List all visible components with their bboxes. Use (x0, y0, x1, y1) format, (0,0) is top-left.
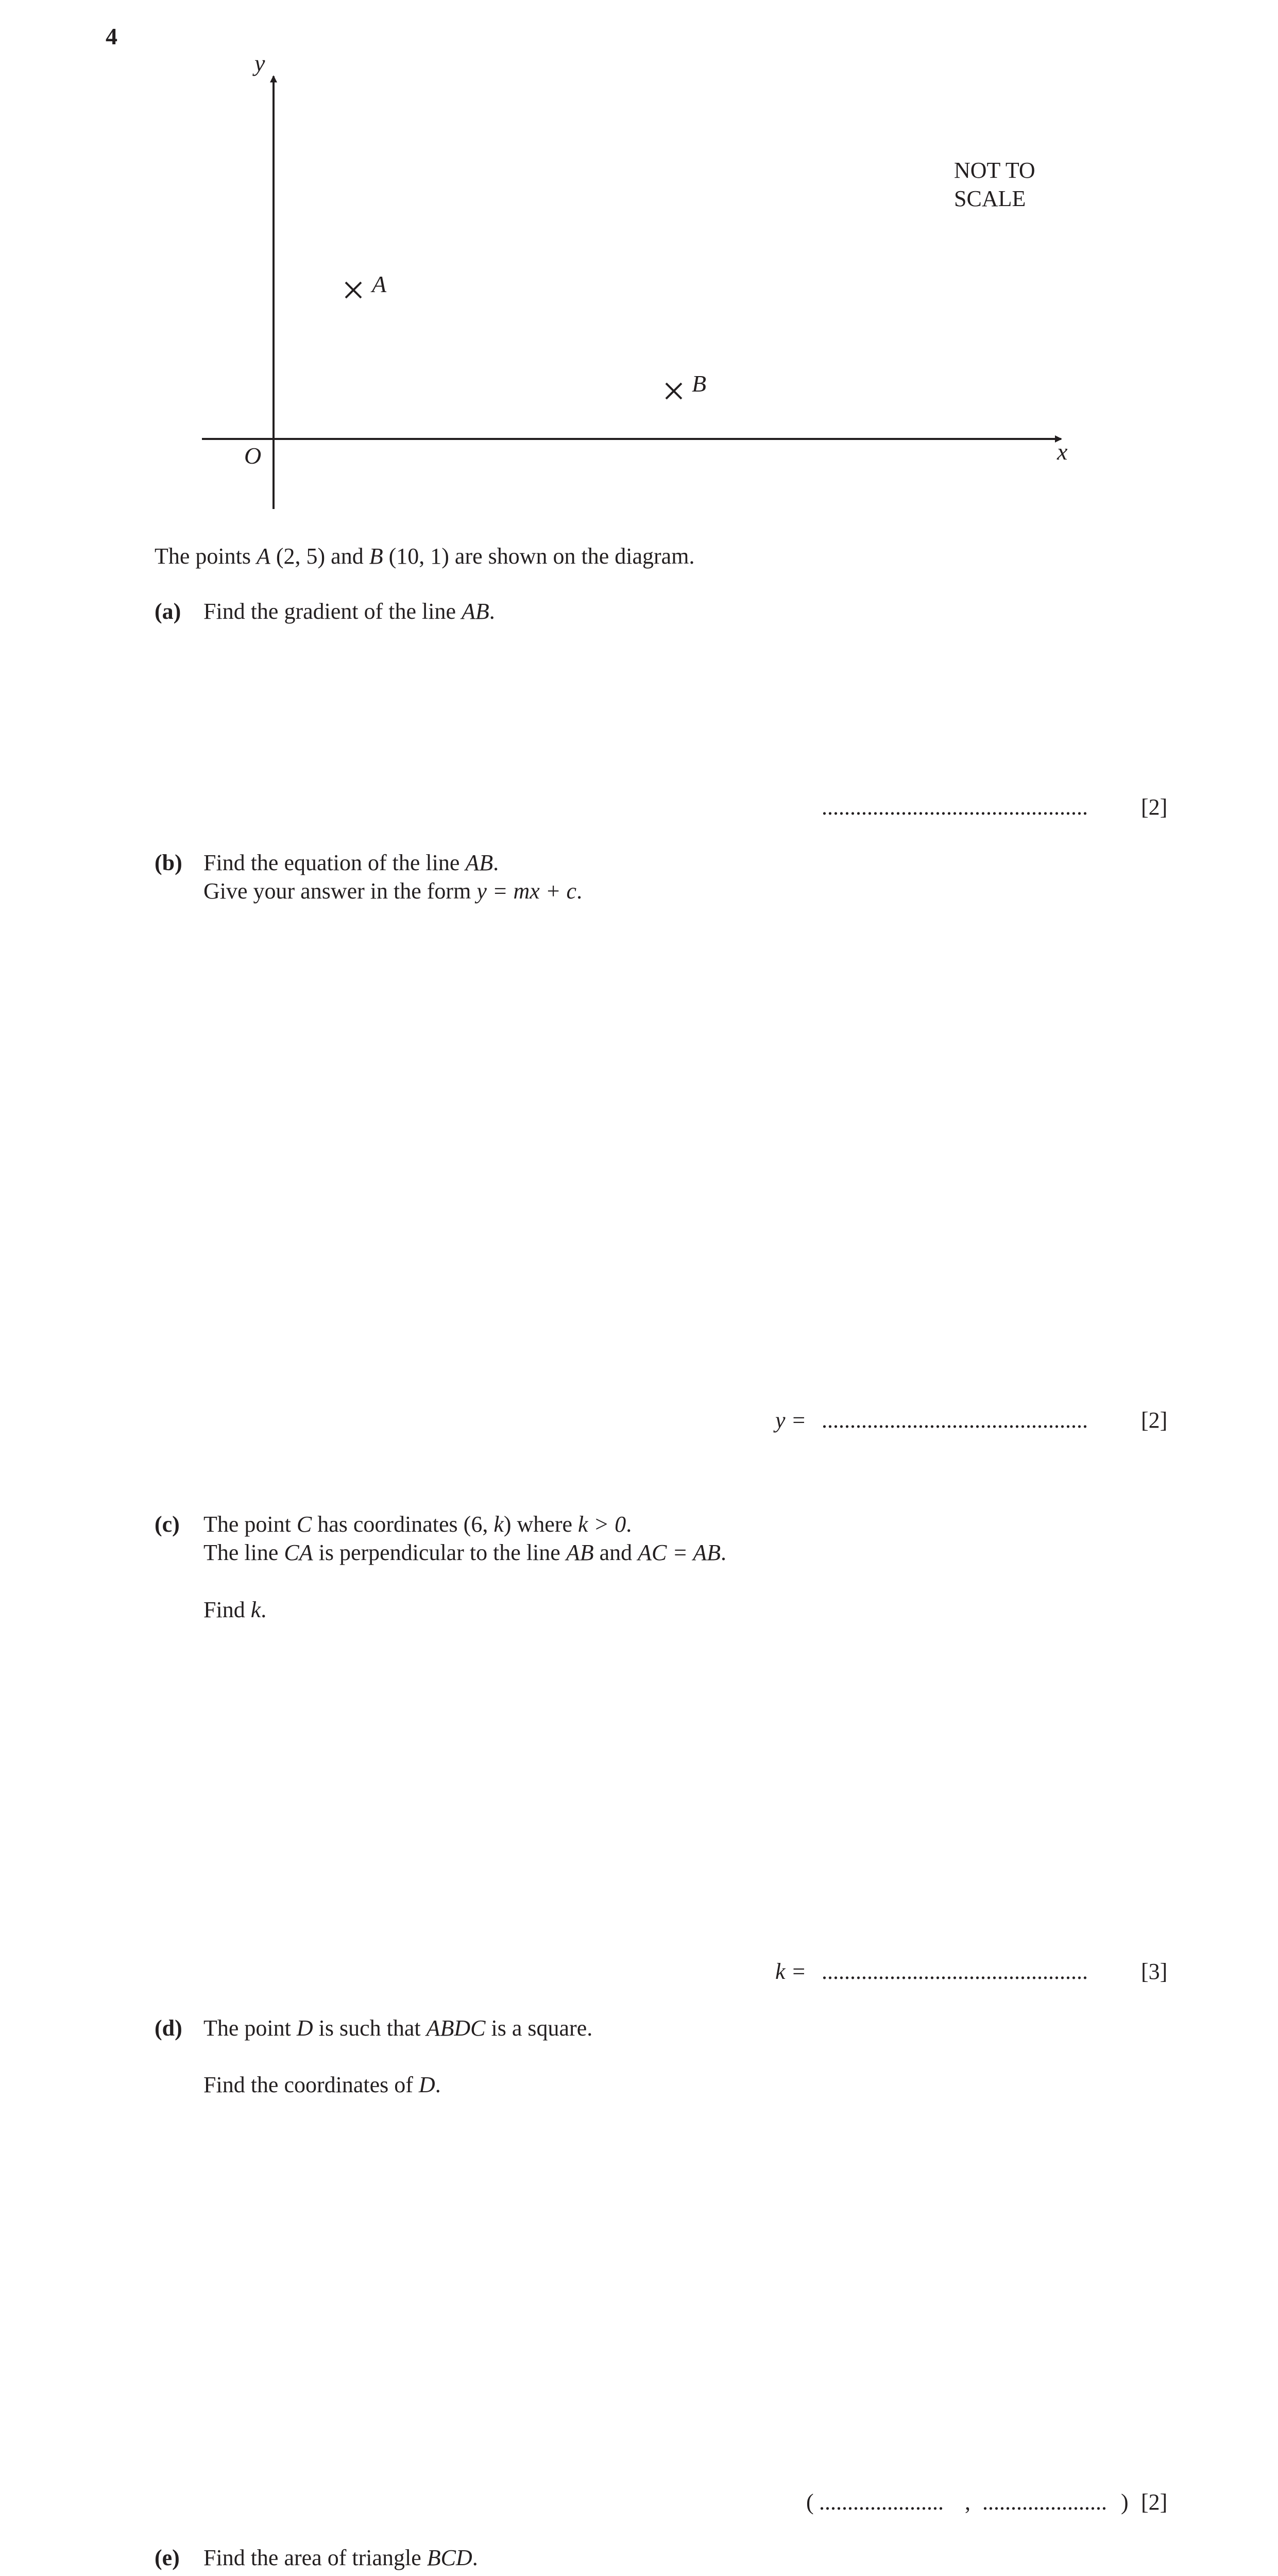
point-a-label: A (372, 271, 387, 297)
coordinate-diagram (0, 0, 1278, 515)
part-c-answer-prefix: k = (775, 1959, 807, 1984)
part-a-answer-line[interactable]: ............................................... (822, 794, 1088, 820)
part-c-label: (c) (155, 1512, 180, 1537)
part-b-marks: [2] (1141, 1408, 1168, 1433)
part-b-answer-prefix: y = (775, 1408, 807, 1433)
intro-text: The points A (2, 5) and B (10, 1) are shown on the diagram. (155, 544, 695, 569)
part-c-answer-line[interactable]: ............................................... (822, 1959, 1088, 1984)
part-c-question-line2: The line CA is perpendicular to the line AB and AC = AB. (203, 1540, 726, 1565)
point-b-marker (666, 383, 681, 399)
part-d-question-line2: Find the coordinates of D. (203, 2072, 441, 2097)
part-b-question-line2: Give your answer in the form y = mx + c. (203, 878, 583, 904)
part-b-answer-line[interactable]: ............................................... (822, 1408, 1088, 1433)
part-d-label: (d) (155, 2015, 182, 2041)
part-b-label: (b) (155, 850, 182, 875)
part-e-question: Find the area of triangle BCD. (203, 2545, 478, 2570)
part-d-answer-close: ) (1121, 2489, 1129, 2515)
part-a-label: (a) (155, 599, 181, 624)
part-a-question: Find the gradient of the line AB. (203, 599, 495, 624)
part-d-answer-open: ( (806, 2489, 814, 2515)
y-axis-label: y (254, 50, 265, 76)
not-to-scale-line1: NOT TO (954, 158, 1035, 183)
point-a-marker (346, 282, 361, 298)
part-e-label: (e) (155, 2545, 180, 2570)
part-c-question-line3: Find k. (203, 1597, 267, 1622)
x-axis-label: x (1057, 438, 1068, 465)
part-d-question-line1: The point D is such that ABDC is a square. (203, 2015, 593, 2041)
part-c-question-line1: The point C has coordinates (6, k) where k > 0. (203, 1512, 632, 1537)
question-number: 4 (106, 23, 117, 49)
part-d-marks: [2] (1141, 2489, 1168, 2515)
part-c-marks: [3] (1141, 1959, 1168, 1984)
part-a-marks: [2] (1141, 794, 1168, 820)
origin-label: O (244, 443, 262, 469)
part-d-answer-comma: , (965, 2489, 970, 2515)
not-to-scale-line2: SCALE (954, 186, 1026, 211)
point-b-label: B (692, 370, 707, 397)
part-b-question-line1: Find the equation of the line AB. (203, 850, 499, 875)
part-d-answer-y[interactable]: ...................... (982, 2489, 1107, 2515)
part-d-answer-x[interactable]: ...................... (819, 2489, 944, 2515)
